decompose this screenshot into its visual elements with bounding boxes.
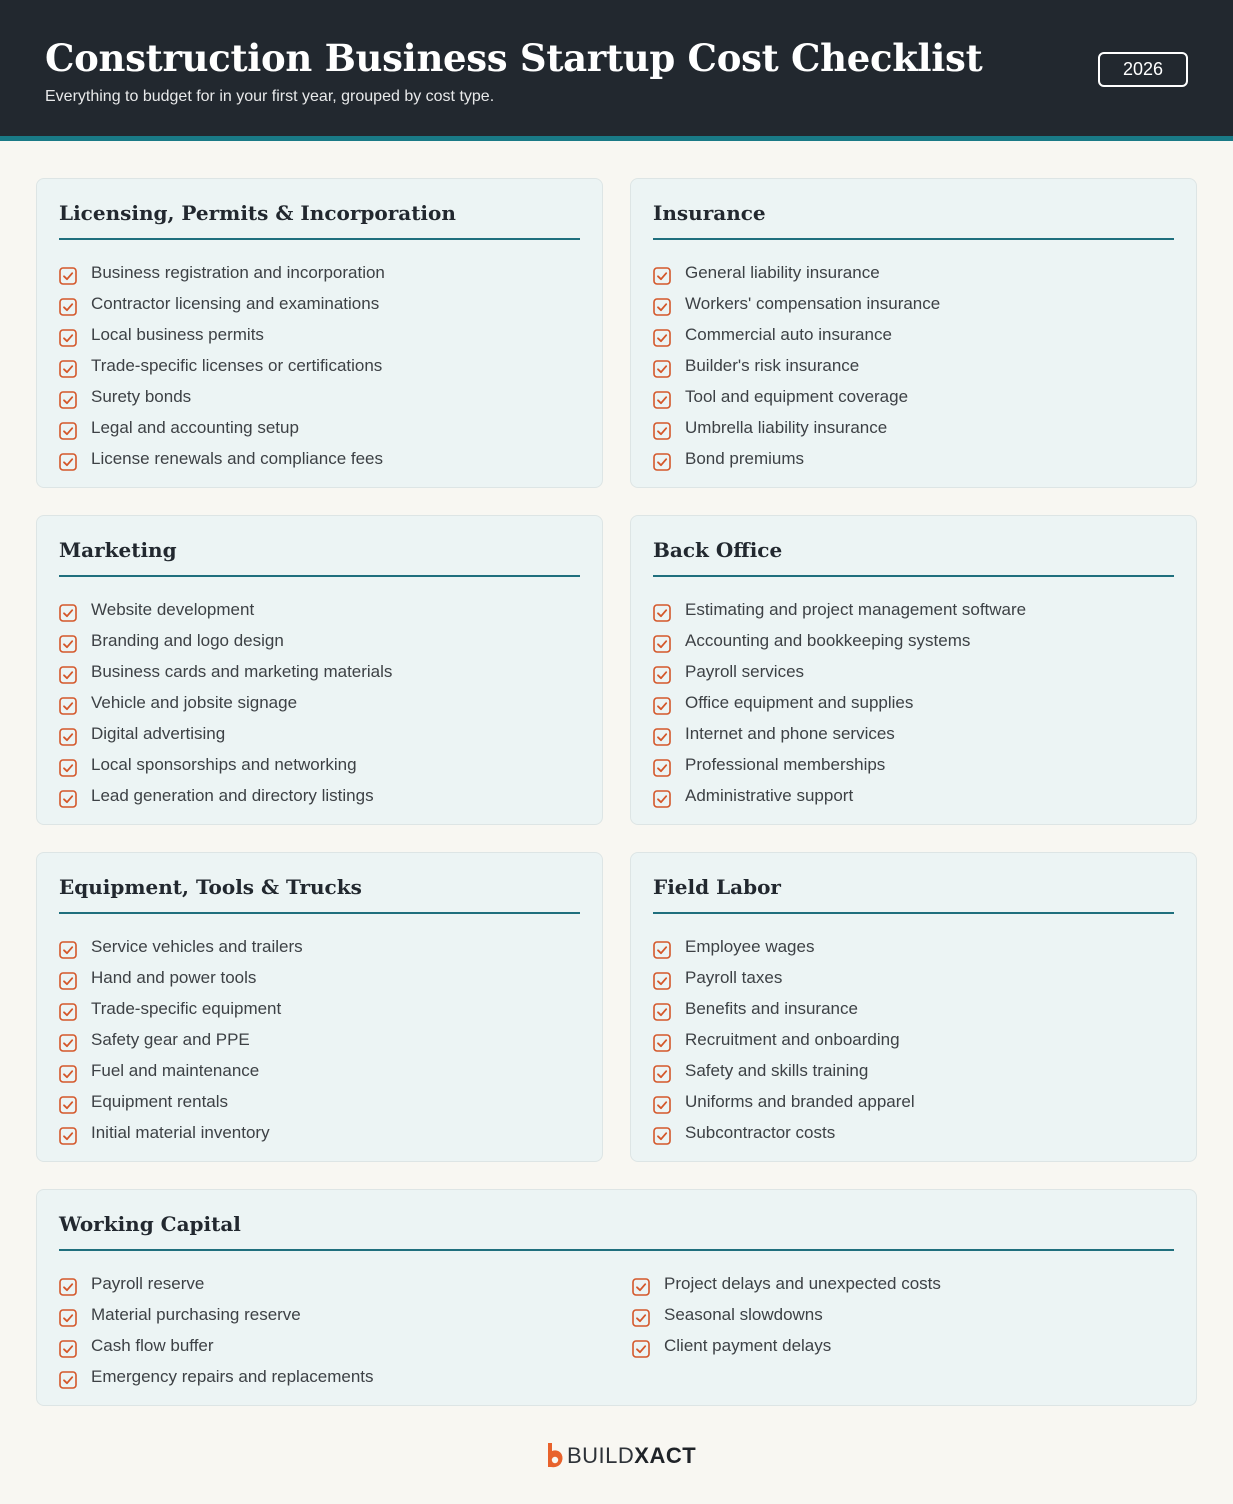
- checklist-item[interactable]: [59, 749, 392, 780]
- checklist-item[interactable]: [59, 350, 385, 381]
- checked-checkbox-icon[interactable]: [59, 728, 77, 746]
- checklist: [59, 257, 385, 474]
- checklist-item-label: Equipment rentals: [91, 1091, 229, 1111]
- checklist-item[interactable]: [59, 1268, 374, 1299]
- checklist-item-label: Cash flow buffer: [91, 1335, 214, 1355]
- logo-text-build: BUILD: [567, 1443, 635, 1468]
- checklist-item[interactable]: [59, 718, 392, 749]
- checklist-item[interactable]: [653, 381, 940, 412]
- checklist-item-label: Employee wages: [685, 936, 815, 956]
- section-divider: [653, 238, 1174, 240]
- checklist-item-label: License renewals and compliance fees: [91, 448, 384, 468]
- page-header: [0, 0, 1233, 141]
- checklist-item[interactable]: [59, 656, 392, 687]
- checked-checkbox-icon[interactable]: [653, 972, 671, 990]
- checklist-item-label: Payroll taxes: [685, 967, 783, 987]
- checklist-item-label: Benefits and insurance: [685, 998, 858, 1018]
- checklist-item-label: Contractor licensing and examinations: [91, 293, 380, 313]
- checked-checkbox-icon[interactable]: [653, 941, 671, 959]
- checked-checkbox-icon[interactable]: [59, 1003, 77, 1021]
- checklist-item[interactable]: [59, 257, 385, 288]
- checked-checkbox-icon[interactable]: [653, 391, 671, 409]
- checked-checkbox-icon[interactable]: [59, 972, 77, 990]
- checklist-item-label: Website development: [91, 599, 255, 619]
- section-title: Marketing: [59, 538, 177, 562]
- checklist: [59, 1268, 374, 1392]
- checked-checkbox-icon[interactable]: [653, 1003, 671, 1021]
- section-title: Licensing, Permits & Incorporation: [59, 201, 456, 225]
- section-title: Working Capital: [59, 1212, 241, 1236]
- checklist-item-label: Branding and logo design: [91, 630, 284, 650]
- checklist-item-label: Office equipment and supplies: [685, 692, 914, 712]
- section-divider: [59, 912, 580, 914]
- checklist-item-label: Subcontractor costs: [685, 1122, 836, 1142]
- page-title: Construction Business Startup Cost Checklist: [45, 36, 983, 80]
- checked-checkbox-icon[interactable]: [632, 1309, 650, 1327]
- checklist-item-label: Initial material inventory: [91, 1122, 270, 1142]
- checklist-item[interactable]: [59, 381, 385, 412]
- checked-checkbox-icon[interactable]: [653, 1127, 671, 1145]
- checklist-item[interactable]: [59, 594, 392, 625]
- checklist-item[interactable]: [653, 288, 940, 319]
- checklist-item[interactable]: [59, 931, 303, 962]
- checklist-item-label: Safety and skills training: [685, 1060, 869, 1080]
- page-subtitle: Everything to budget for in your first year, grouped by cost type.: [45, 88, 495, 105]
- checklist-item-label: Project delays and unexpected costs: [664, 1273, 941, 1293]
- checked-checkbox-icon[interactable]: [59, 1371, 77, 1389]
- section-card-field-labor: [630, 852, 1197, 1162]
- checklist-item[interactable]: [59, 1330, 374, 1361]
- checked-checkbox-icon[interactable]: [653, 697, 671, 715]
- checked-checkbox-icon[interactable]: [59, 635, 77, 653]
- checklist-item-label: Client payment delays: [664, 1335, 832, 1355]
- section-title: Insurance: [653, 201, 766, 225]
- checked-checkbox-icon[interactable]: [59, 298, 77, 316]
- checked-checkbox-icon[interactable]: [59, 1065, 77, 1083]
- checklist-item[interactable]: [653, 718, 1026, 749]
- buildxact-logo: [545, 1441, 696, 1471]
- checklist-item[interactable]: [59, 1024, 303, 1055]
- checklist-item-label: Material purchasing reserve: [91, 1304, 301, 1324]
- checked-checkbox-icon[interactable]: [653, 604, 671, 622]
- checklist-item[interactable]: [59, 993, 303, 1024]
- checklist-item-label: Trade-specific equipment: [91, 998, 282, 1018]
- checklist-item[interactable]: [653, 1055, 915, 1086]
- checked-checkbox-icon[interactable]: [653, 728, 671, 746]
- checklist-item-label: Accounting and bookkeeping systems: [685, 630, 971, 650]
- checked-checkbox-icon[interactable]: [653, 759, 671, 777]
- checklist-item-label: Umbrella liability insurance: [685, 417, 888, 437]
- checklist-item-label: Surety bonds: [91, 386, 192, 406]
- checklist: [653, 257, 940, 474]
- checked-checkbox-icon[interactable]: [59, 1309, 77, 1327]
- checklist-item-label: Legal and accounting setup: [91, 417, 299, 437]
- checklist-item[interactable]: [653, 594, 1026, 625]
- checklist-item[interactable]: [653, 993, 915, 1024]
- checklist-item-label: Hand and power tools: [91, 967, 257, 987]
- checklist-item-label: Emergency repairs and replacements: [91, 1366, 374, 1386]
- checklist-item[interactable]: [632, 1268, 941, 1299]
- checklist-item[interactable]: [653, 319, 940, 350]
- checklist-item[interactable]: [653, 780, 1026, 811]
- logo-text-xact: XACT: [634, 1443, 697, 1468]
- checklist-item-label: Payroll services: [685, 661, 805, 681]
- buildxact-logo-icon: [545, 1442, 565, 1470]
- checklist-item[interactable]: [59, 625, 392, 656]
- section-card-licensing-permits-and-incorporation: [36, 178, 603, 488]
- checked-checkbox-icon[interactable]: [59, 1340, 77, 1358]
- checklist-item[interactable]: [653, 749, 1026, 780]
- checked-checkbox-icon[interactable]: [632, 1278, 650, 1296]
- checked-checkbox-icon[interactable]: [59, 422, 77, 440]
- section-divider: [59, 238, 580, 240]
- checklist-item[interactable]: [59, 962, 303, 993]
- checklist: [59, 931, 303, 1148]
- checklist-item-label: Bond premiums: [685, 448, 805, 468]
- checklist-item-label: Trade-specific licenses or certifications: [91, 355, 383, 375]
- checklist-item[interactable]: [653, 1024, 915, 1055]
- checked-checkbox-icon[interactable]: [59, 329, 77, 347]
- checklist-item[interactable]: [653, 656, 1026, 687]
- checked-checkbox-icon[interactable]: [59, 697, 77, 715]
- checklist-item-label: Builder's risk insurance: [685, 355, 860, 375]
- checked-checkbox-icon[interactable]: [653, 360, 671, 378]
- checked-checkbox-icon[interactable]: [653, 298, 671, 316]
- checked-checkbox-icon[interactable]: [653, 329, 671, 347]
- section-card-equipment-tools-and-trucks: [36, 852, 603, 1162]
- section-card-insurance: [630, 178, 1197, 488]
- checklist-item[interactable]: [59, 412, 385, 443]
- section-divider: [59, 575, 580, 577]
- checked-checkbox-icon[interactable]: [632, 1340, 650, 1358]
- checklist-item[interactable]: [59, 1299, 374, 1330]
- year-badge: 2026: [1098, 52, 1188, 87]
- section-title: Field Labor: [653, 875, 781, 899]
- checklist-item-label: Local business permits: [91, 324, 264, 344]
- checklist-item-label: Internet and phone services: [685, 723, 895, 743]
- checklist-item[interactable]: [59, 780, 392, 811]
- checklist-item[interactable]: [653, 962, 915, 993]
- checked-checkbox-icon[interactable]: [653, 453, 671, 471]
- checklist-item[interactable]: [653, 1117, 915, 1148]
- checklist-item[interactable]: [59, 288, 385, 319]
- checked-checkbox-icon[interactable]: [653, 1034, 671, 1052]
- checklist-item[interactable]: [653, 257, 940, 288]
- checklist-item-label: Business registration and incorporation: [91, 262, 385, 282]
- checklist-item[interactable]: [653, 687, 1026, 718]
- checked-checkbox-icon[interactable]: [59, 267, 77, 285]
- checklist-item[interactable]: [653, 931, 915, 962]
- checklist-item-label: Fuel and maintenance: [91, 1060, 260, 1080]
- checked-checkbox-icon[interactable]: [653, 1096, 671, 1114]
- checked-checkbox-icon[interactable]: [59, 1127, 77, 1145]
- checked-checkbox-icon[interactable]: [59, 1278, 77, 1296]
- checked-checkbox-icon[interactable]: [653, 422, 671, 440]
- checklist-item-label: Estimating and project management software: [685, 599, 1027, 619]
- section-card-marketing: [36, 515, 603, 825]
- checklist-item-label: Service vehicles and trailers: [91, 936, 303, 956]
- checked-checkbox-icon[interactable]: [59, 391, 77, 409]
- checklist-item-label: Digital advertising: [91, 723, 226, 743]
- section-divider: [59, 1249, 1174, 1251]
- checklist-item[interactable]: [59, 443, 385, 474]
- checklist-item-label: Tool and equipment coverage: [685, 386, 909, 406]
- checked-checkbox-icon[interactable]: [59, 666, 77, 684]
- checked-checkbox-icon[interactable]: [653, 267, 671, 285]
- checklist-item-label: Workers' compensation insurance: [685, 293, 941, 313]
- section-divider: [653, 912, 1174, 914]
- checked-checkbox-icon[interactable]: [653, 790, 671, 808]
- checklist-item[interactable]: [59, 687, 392, 718]
- checklist-item-label: Recruitment and onboarding: [685, 1029, 900, 1049]
- checklist-item[interactable]: [653, 443, 940, 474]
- checklist-item-label: General liability insurance: [685, 262, 880, 282]
- section-divider: [653, 575, 1174, 577]
- checklist-item[interactable]: [653, 412, 940, 443]
- checked-checkbox-icon[interactable]: [59, 1034, 77, 1052]
- checklist: [59, 594, 392, 811]
- checked-checkbox-icon[interactable]: [653, 1065, 671, 1083]
- checklist-item[interactable]: [59, 319, 385, 350]
- checklist-item-label: Seasonal slowdowns: [664, 1304, 823, 1324]
- checklist-item-label: Professional memberships: [685, 754, 886, 774]
- checklist-item[interactable]: [59, 1361, 374, 1392]
- checklist-item[interactable]: [632, 1299, 941, 1330]
- checklist-item[interactable]: [653, 350, 940, 381]
- checklist: [632, 1268, 941, 1361]
- checklist-item-label: Local sponsorships and networking: [91, 754, 357, 774]
- checklist-item-label: Vehicle and jobsite signage: [91, 692, 298, 712]
- checked-checkbox-icon[interactable]: [653, 635, 671, 653]
- checklist-item[interactable]: [59, 1117, 303, 1148]
- checked-checkbox-icon[interactable]: [59, 759, 77, 777]
- checklist-item[interactable]: [59, 1055, 303, 1086]
- checklist-item-label: Uniforms and branded apparel: [685, 1091, 915, 1111]
- checklist: [653, 931, 915, 1148]
- checklist-item-label: Safety gear and PPE: [91, 1029, 250, 1049]
- checked-checkbox-icon[interactable]: [59, 1096, 77, 1114]
- section-title: Back Office: [653, 538, 783, 562]
- checked-checkbox-icon[interactable]: [59, 360, 77, 378]
- checked-checkbox-icon[interactable]: [59, 604, 77, 622]
- checked-checkbox-icon[interactable]: [59, 790, 77, 808]
- checklist-item-label: Administrative support: [685, 785, 854, 805]
- checklist-item[interactable]: [653, 1086, 915, 1117]
- checklist-item-label: Payroll reserve: [91, 1273, 205, 1293]
- checklist-item-label: Commercial auto insurance: [685, 324, 892, 344]
- section-card-working-capital: [36, 1189, 1197, 1406]
- checked-checkbox-icon[interactable]: [59, 941, 77, 959]
- checklist-item[interactable]: [653, 625, 1026, 656]
- checklist: [653, 594, 1026, 811]
- checklist-item[interactable]: [632, 1330, 941, 1361]
- section-title: Equipment, Tools & Trucks: [59, 875, 362, 899]
- checklist-item-label: Lead generation and directory listings: [91, 785, 374, 805]
- checklist-item-label: Business cards and marketing materials: [91, 661, 393, 681]
- section-card-back-office: [630, 515, 1197, 825]
- checked-checkbox-icon[interactable]: [653, 666, 671, 684]
- checked-checkbox-icon[interactable]: [59, 453, 77, 471]
- checklist-item[interactable]: [59, 1086, 303, 1117]
